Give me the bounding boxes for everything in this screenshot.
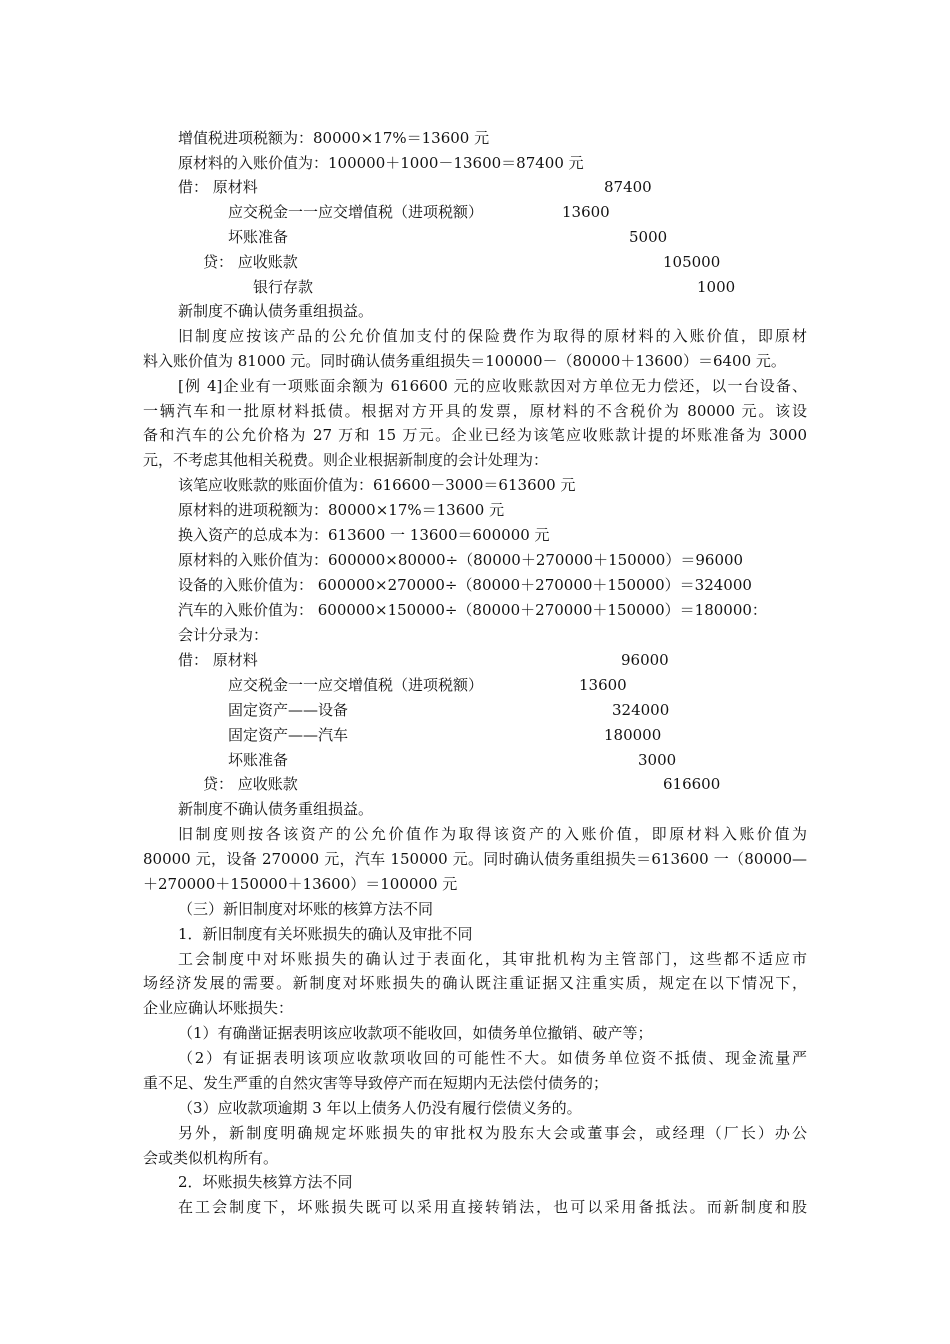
list-item: （3）应收款项逾期 3 年以上债务人仍没有履行偿债义务的。 <box>178 1099 582 1117</box>
amount: 324000 <box>612 701 670 719</box>
amount: 3000 <box>638 751 677 769</box>
journal-entry-line: 贷： 应收账款 616600 <box>0 772 950 797</box>
text-line: 原材料的入账价值为：600000×80000÷（80000＋270000＋150000）＝96000 <box>178 551 744 569</box>
amount: 5000 <box>629 228 668 246</box>
amount: 96000 <box>621 651 669 669</box>
text-line: ＋270000＋150000＋13600）＝100000 元 <box>143 875 458 893</box>
amount: 105000 <box>663 253 721 271</box>
text-line: 一辆汽车和一批原材料抵债。根据对方开具的发票，原材料的不含税价为 80000 元。该设 <box>143 402 807 420</box>
list-item: （2）有证据表明该项应收款项收回的可能性不大。如债务单位资不抵债、现金流量严 <box>178 1049 807 1067</box>
text-line: 在工会制度下，坏账损失既可以采用直接转销法，也可以采用备抵法。而新制度和股 <box>178 1198 807 1216</box>
journal-entry-line: 借： 原材料 87400 <box>0 175 950 200</box>
text-line: 旧制度应按该产品的公允价值加支付的保险费作为取得的原材料的入账价值，即原材 <box>178 327 807 345</box>
text-line: 重不足、发生严重的自然灾害等导致停产而在短期内无法偿付债务的； <box>143 1074 609 1092</box>
text-line: 原材料的入账价值为：100000＋1000－13600＝87400 元 <box>178 154 584 172</box>
journal-entry-line: 贷： 应收账款 105000 <box>0 250 950 275</box>
journal-entry-line: 坏账准备 5000 <box>0 225 950 250</box>
text-line: 备和汽车的公允价格为 27 万和 15 万元。企业已经为该笔应收账款计提的坏账准备为 3000 <box>143 426 807 444</box>
text-line: 元，不考虑其他相关税费。则企业根据新制度的会计处理为： <box>143 451 549 469</box>
amount: 180000 <box>604 726 662 744</box>
text-line: 换入资产的总成本为：613600 一 13600＝600000 元 <box>178 526 550 544</box>
text-line: 料入账价值为 81000 元。同时确认债务重组损失＝100000－（80000＋13600）＝6400 元。 <box>143 352 786 370</box>
text-line: 该笔应收账款的账面价值为：616600－3000＝613600 元 <box>178 476 576 494</box>
amount: 87400 <box>604 178 652 196</box>
text-line: 会或类似机构所有。 <box>143 1149 279 1167</box>
journal-entry-line: 固定资产——汽车 180000 <box>0 723 950 748</box>
section-heading: 2．坏账损失核算方法不同 <box>178 1173 353 1191</box>
journal-entry-line: 固定资产——设备 324000 <box>0 698 950 723</box>
text-line: 增值税进项税额为：80000×17%＝13600 元 <box>178 129 490 147</box>
text-line: 场经济发展的需要。新制度对坏账损失的确认既注重证据又注重实质，规定在以下情况下， <box>143 974 807 992</box>
amount: 616600 <box>663 775 721 793</box>
text-line: 汽车的入账价值为： 600000×150000÷（80000＋270000＋150000）＝180000： <box>178 601 767 619</box>
journal-entry-line: 坏账准备 3000 <box>0 748 950 773</box>
section-heading: 1．新旧制度有关坏账损失的确认及审批不同 <box>178 925 473 943</box>
amount: 1000 <box>697 278 736 296</box>
text-line: 会计分录为： <box>178 626 269 644</box>
text-line: 工会制度中对坏账损失的确认过于表面化，其审批机构为主管部门，这些都不适应市 <box>178 950 807 968</box>
journal-entry-line: 借： 原材料 96000 <box>0 648 950 673</box>
amount: 13600 <box>579 676 627 694</box>
text-line: 另外，新制度明确规定坏账损失的审批权为股东大会或董事会，或经理（厂长）办公 <box>178 1124 807 1142</box>
amount: 13600 <box>562 203 610 221</box>
journal-entry-line: 银行存款 1000 <box>0 275 950 300</box>
text-line: 企业应确认坏账损失： <box>143 999 294 1017</box>
section-heading: （三）新旧制度对坏账的核算方法不同 <box>178 900 434 918</box>
text-line: [例 4]企业有一项账面余额为 616600 元的应收账款因对方单位无力偿还，以一台设备、 <box>178 377 807 395</box>
text-line: 旧制度则按各该资产的公允价值作为取得该资产的入账价值，即原材料入账价值为 <box>178 825 807 843</box>
text-line: 新制度不确认债务重组损益。 <box>178 302 374 320</box>
text-line: 原材料的进项税额为：80000×17%＝13600 元 <box>178 501 505 519</box>
journal-entry-line: 应交税金一一应交增值税（进项税额） 13600 <box>0 200 950 225</box>
journal-entry-line: 应交税金一一应交增值税（进项税额） 13600 <box>0 673 950 698</box>
text-line: 80000 元，设备 270000 元，汽车 150000 元。同时确认债务重组损失＝613600 一（80000— <box>143 850 807 868</box>
text-line: 新制度不确认债务重组损益。 <box>178 800 374 818</box>
list-item: （1）有确凿证据表明该应收款项不能收回，如债务单位撤销、破产等； <box>178 1024 653 1042</box>
text-line: 设备的入账价值为： 600000×270000÷（80000＋270000＋150000）＝324000 <box>178 576 752 594</box>
